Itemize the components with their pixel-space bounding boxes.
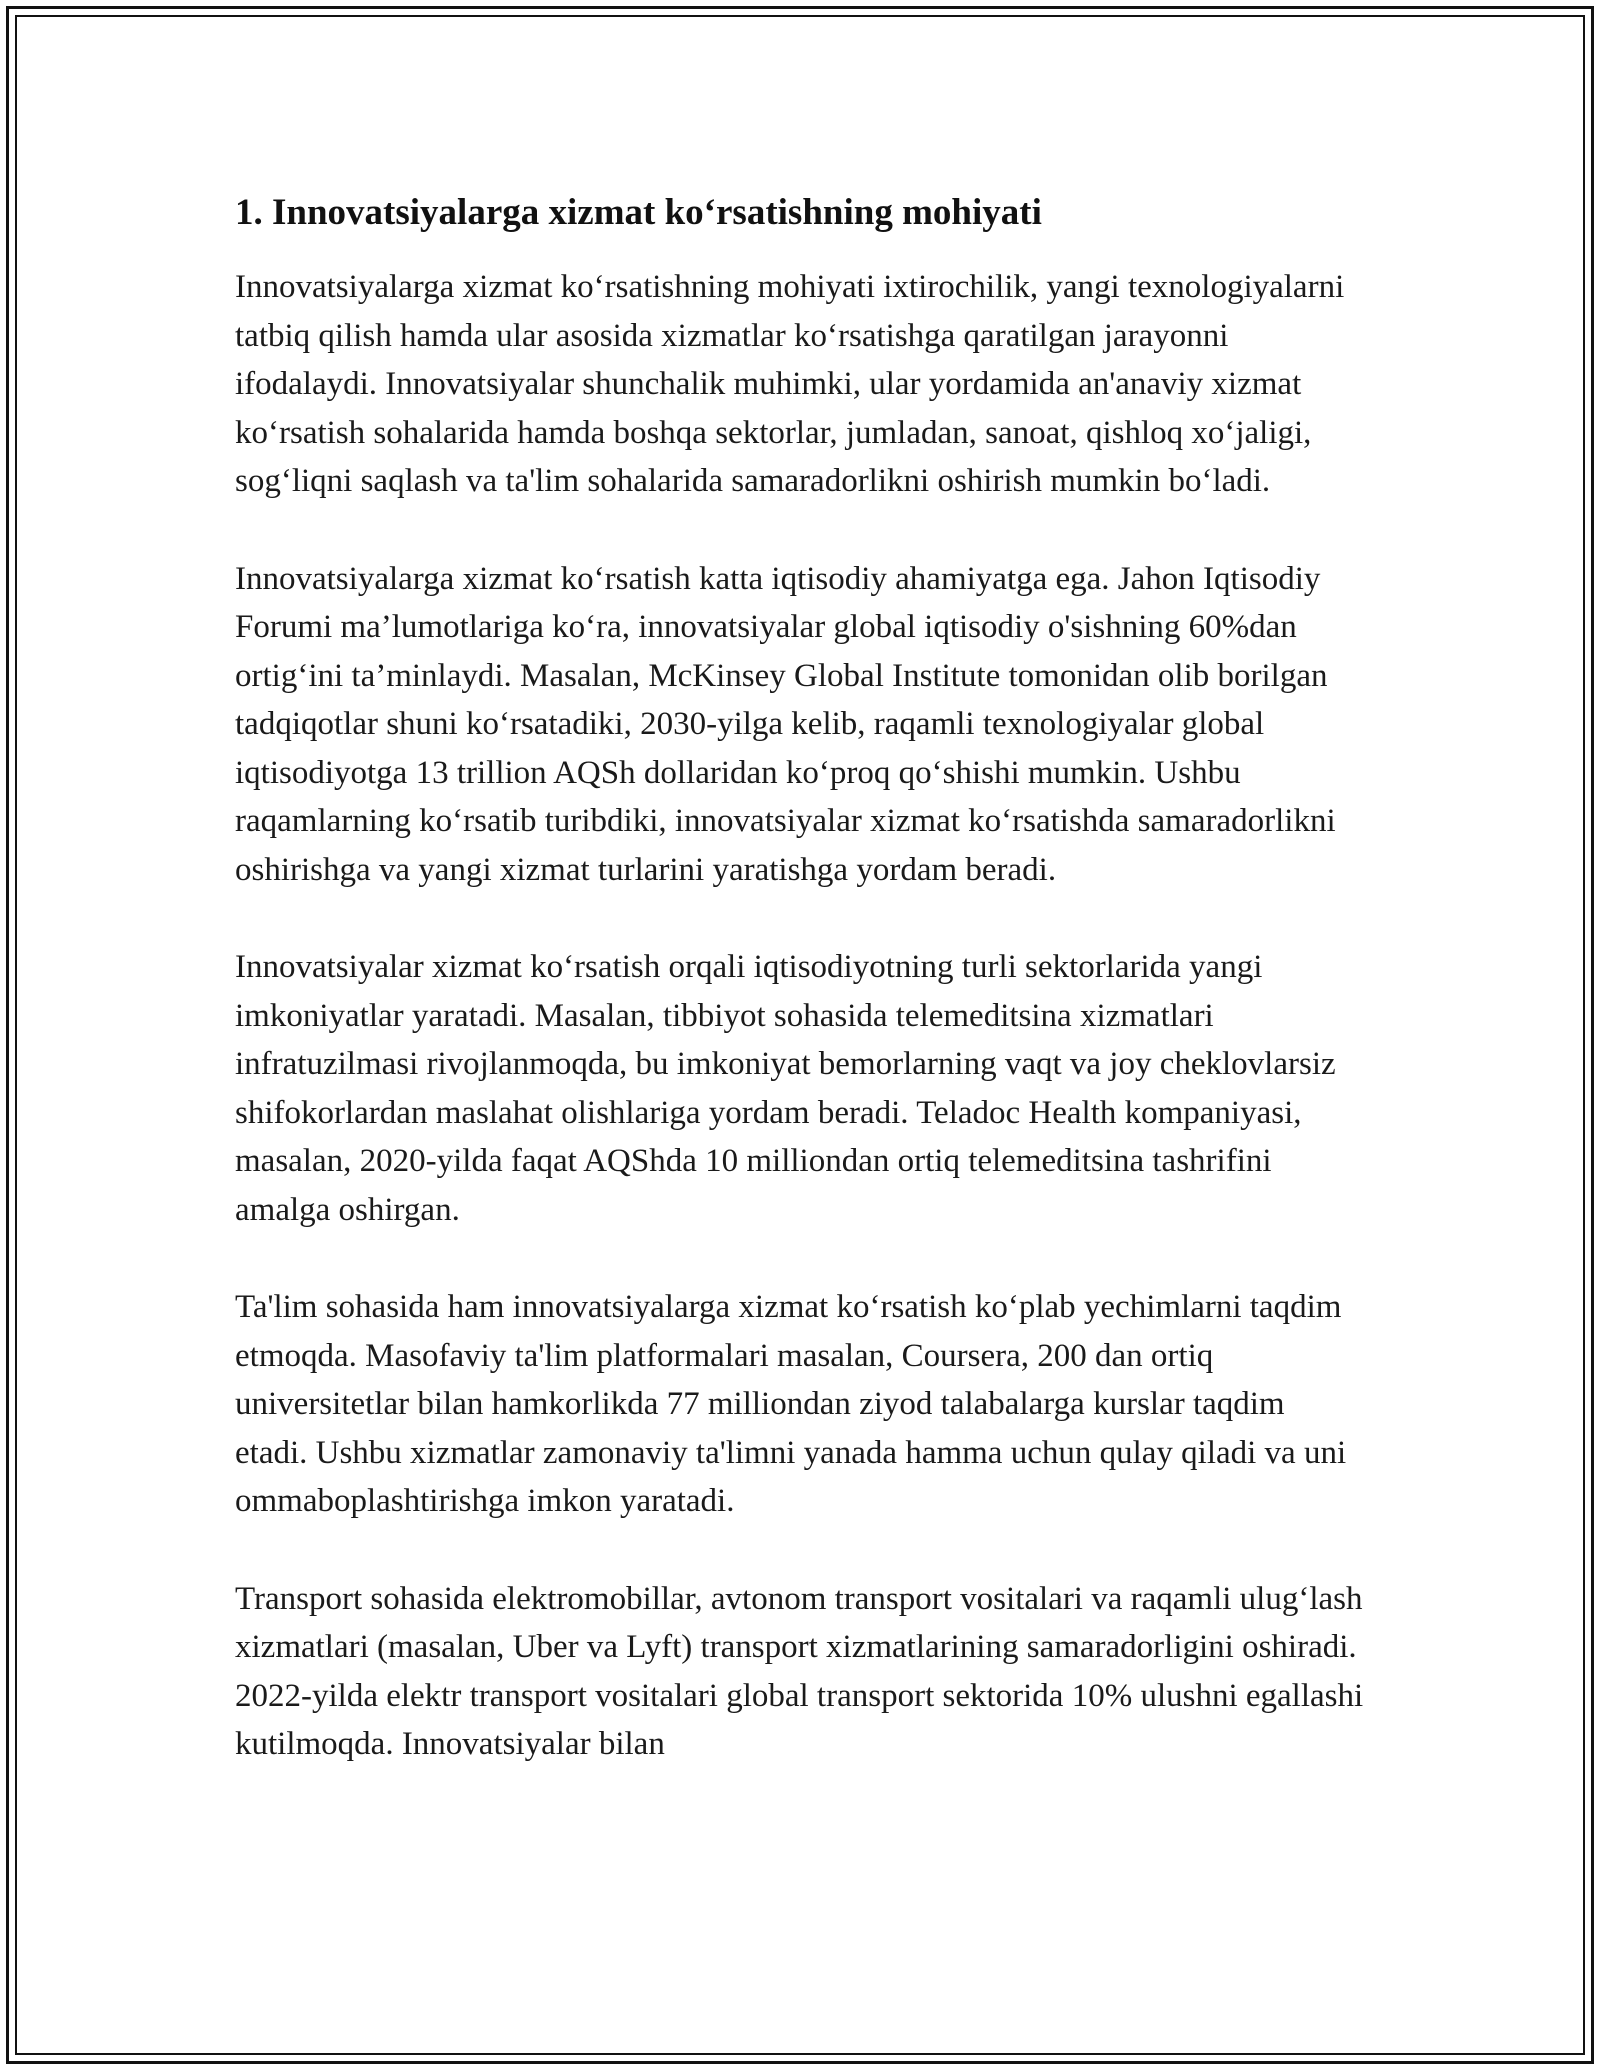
paragraph-education: Ta'lim sohasida ham innovatsiyalarga xizmat ko‘rsatish ko‘plab yechimlarni taqdim etmoqda. Masofaviy ta'lim platformalari masalan, Coursera, 200 dan ortiq universitetlar bilan hamkorlikda 77 milliondan ziyod talabalarga kurslar taqdim etadi. Ushbu xizmatlar zamonaviy ta'limni yanada hamma uchun qulay qiladi va uni ommaboplashtirishga imkon yaratadi. [235,1289,1347,1519]
paragraph-transport: Transport sohasida elektromobillar, avtonom transport vositalari va raqamli ulug‘lash xizmatlari (masalan, Uber va Lyft) transport xizmatlarining samaradorligini oshiradi. 2022-yilda elektr transport vositalari global transport sektorida 10% ulushni egallashi kutilmoqda. Innovatsiyalar bilan [235,1580,1364,1762]
paragraph-economic-importance: Innovatsiyalarga xizmat ko‘rsatish katta iqtisodiy ahamiyatga ega. Jahon Iqtisodiy Forumi ma’lumotlariga ko‘ra, innovatsiyalar global iqtisodiy o'sishning 60%dan ortig‘ini ta’minlaydi. Masalan, McKinsey Global Institute tomonidan olib borilgan tadqiqotlar shuni ko‘rsatadiki, 2030-yilga kelib, raqamli texnologiyalar global iqtisodiyotga 13 trillion AQSh dollaridan ko‘proq qo‘shishi mumkin. Ushbu raqamlarning ko‘rsatib turibdiki, innovatsiyalar xizmat ko‘rsatishda samaradorlikni oshirishga va yangi xizmat turlarini yaratishga yordam beradi. [235,560,1336,888]
paragraph-essence: Innovatsiyalarga xizmat ko‘rsatishning mohiyati ixtirochilik, yangi texnologiyalarni tatbiq qilish hamda ular asosida xizmatlar ko‘rsatishga qaratilgan jarayonni ifodalaydi. Innovatsiyalar shunchalik muhimki, ular yordamida an'anaviy xizmat ko‘rsatish sohalarida hamda boshqa sektorlar, jumladan, sanoat, qishloq xo‘jaligi, sog‘liqni saqlash va ta'lim sohalarida samaradorlikni oshirish mumkin bo‘ladi. [235,269,1345,499]
document-body [235,185,1365,1818]
paragraph-new-opportunities: Innovatsiyalar xizmat ko‘rsatish orqali iqtisodiyotning turli sektorlarida yangi imkoniyatlar yaratadi. Masalan, tibbiyot sohasida telemeditsina xizmatlari infratuzilmasi rivojlanmoqda, bu imkoniyat bemorlarning vaqt va joy cheklovlarsiz shifokorlardan maslahat olishlariga yordam beradi. Teladoc Health kompaniyasi, masalan, 2020-yilda faqat AQShda 10 milliondan ortiq telemeditsina tashrifini amalga oshirgan. [235,949,1336,1228]
section-title: 1. Innovatsiyalarga xizmat ko‘rsatishning mohiyati [235,192,1042,233]
